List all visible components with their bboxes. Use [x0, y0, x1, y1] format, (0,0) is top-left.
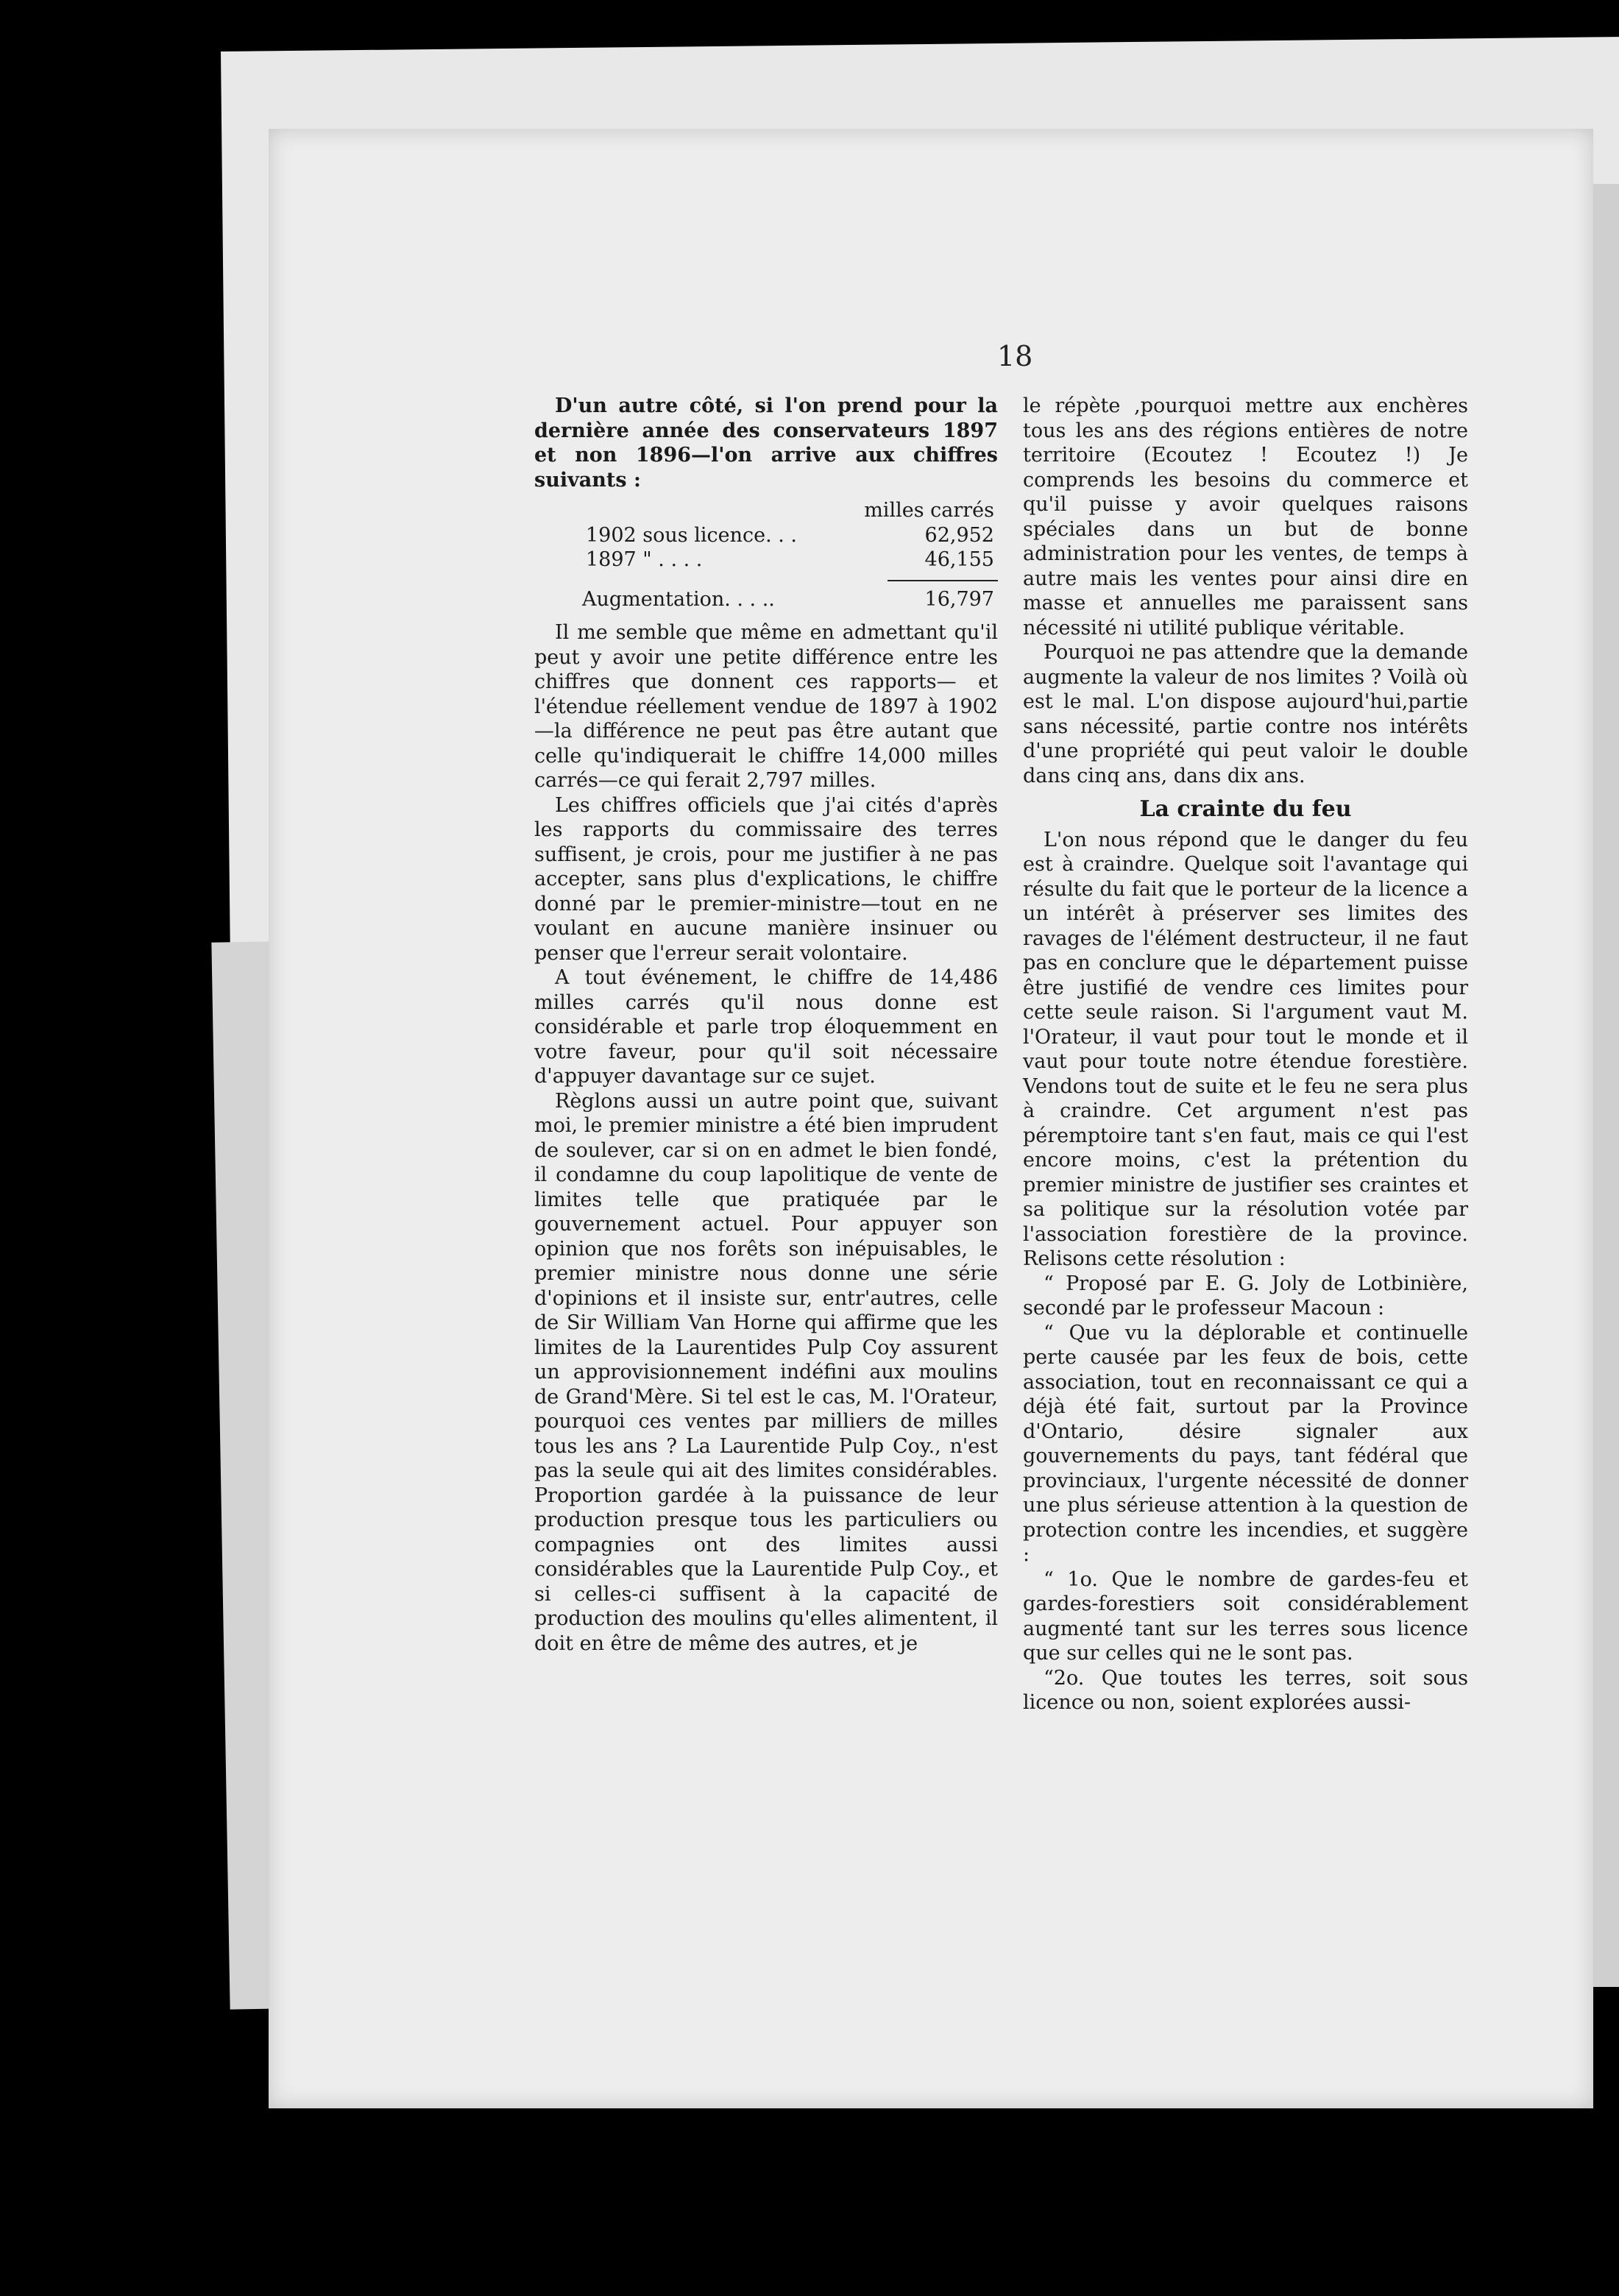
stats-row-value: 46,155 [924, 548, 994, 571]
page-number: 18 [997, 340, 1033, 372]
section-heading: La crainte du feu [1139, 796, 1352, 822]
body-paragraph: A tout événement, le chiffre de 14,486 milles carrés qu'il nous donne est considérable et parle trop éloquemment en votre faveur, pour qu'il soit nécessaire d'appuyer davantage sur ce sujet. [534, 966, 998, 1088]
quote-paragraph: “ Que vu la déplorable et continuelle perte causée par les feux de bois, cette association, tout en reconnaissant ce qui a déjà été fait, surtout par la Province d'Ontario, désire signaler aux gouvernements du pays, tant fédéral que provinciaux, l'urgente nécessité de donner une plus sérieuse attention à la question de protection contre les incendies, et suggère : [1023, 1321, 1468, 1566]
stats-divider [888, 580, 998, 581]
right-column [1023, 394, 1468, 1715]
stats-row [534, 548, 998, 573]
stats-total-value: 16,797 [924, 587, 994, 611]
adjacent-page-edge [1590, 184, 1619, 1987]
stats-row [534, 523, 998, 548]
stats-row-label: 1897 " . . . . [586, 548, 703, 571]
stats-row-label: 1902 sous licence. . . [586, 523, 798, 547]
stats-total-label: Augmentation. . . .. [582, 587, 775, 611]
quote-paragraph: “ 1o. Que le nombre de gardes-feu et gardes-forestiers soit considérablement augmenté tant sur les terres sous licence que sur celles qui ne le sont pas. [1023, 1567, 1468, 1665]
body-paragraph: Il me semble que même en admettant qu'il peut y avoir une petite différence entre les chiffres que donnent ces rapports— et l'étendue réellement vendue de 1897 à 1902—la différence ne peut pas être autant que celle qu'indiquerait le chiffre 14,000 milles carrés—ce qui ferait 2,797 milles. [534, 621, 998, 792]
quote-paragraph: “ Proposé par E. G. Joly de Lotbinière, secondé par le professeur Macoun : [1023, 1272, 1468, 1319]
body-paragraph: Les chiffres officiels que j'ai cités d'après les rapports du commissaire des terres suffisent, je crois, pour me justifier à ne pas accepter, sans plus d'explications, le chiffre donné par le premier-ministre—tout en ne voulant en aucune manière insinuer ou penser que l'erreur serait volontaire. [534, 793, 998, 965]
body-paragraph: le répète ,pourquoi mettre aux enchères tous les ans des régions entières de notre territoire (Ecoutez ! Ecoutez !) Je comprends les besoins du commerce et qu'il puisse y avoir quelques raisons spéciales dans un but de bonne administration pour les ventes, de temps à autre mais les ventes pour ainsi dire en masse et annuelles me paraissent sans nécessité ni utilité publique véritable. [1023, 394, 1468, 639]
body-paragraph: Règlons aussi un autre point que, suivant moi, le premier ministre a été bien imprudent de soulever, car si on en admet le bien fondé, il condamne du coup lapolitique de vente de limites telle que pratiquée par le gouvernement actuel. Pour appuyer son opinion que nos forêts son inépuisables, le premier ministre nous donne une série d'opinions et il insiste sur, entr'autres, celle de Sir William Van Horne qui affirme que les limites de la Laurentides Pulp Coy assurent un approvisionnement indéfini aux moulins de Grand'Mère. Si tel est le cas, M. l'Orateur, pourquoi ces ventes par milliers de milles tous les ans ? La Laurentide Pulp Coy., n'est pas la seule qui ait des limites considérables. Proportion gardée à la puissance de leur production presque tous les particuliers ou compagnies ont des limites aussi considérables que la Laurentide Pulp Coy., et si celles-ci suffisent à la capacité de production des moulins qu'elles alimentent, il doit en être de même des autres, et je [534, 1089, 998, 1655]
body-paragraph: L'on nous répond que le danger du feu est à craindre. Quelque soit l'avantage qui résulte du fait que le porteur de la licence a un intérêt à préserver ses limites des ravages de l'élément destructeur, il ne faut pas en conclure que le département puisse être justifié de vendre ces limites pour cette seule raison. Si l'argument vaut M. l'Orateur, il vaut pour tout le monde et il vaut pour toute notre étendue forestière. Vendons tout de suite et le feu ne sera plus à craindre. Cet argument n'est pas péremptoire tant s'en faut, mais ce qui l'est encore moins, c'est la prétention du premier ministre de justifier ses craintes et sa politique sur la résolution votée par l'association forestière de la province. Relisons cette résolution : [1023, 828, 1468, 1270]
stats-unit-header: milles carrés [864, 499, 994, 522]
left-column [534, 394, 998, 1656]
stats-table [534, 498, 998, 612]
intro-paragraph: D'un autre côté, si l'on prend pour la dernière année des conservateurs 1897 et non 1896—l'on arrive aux chiffres suivants : [534, 394, 998, 492]
quote-paragraph: “2o. Que toutes les terres, soit sous licence ou non, soient explorées aussi- [1023, 1666, 1468, 1714]
body-paragraph: Pourquoi ne pas attendre que la demande augmente la valeur de nos limites ? Voilà où est le mal. L'on dispose aujourd'hui,partie sans nécessité, partie contre nos intérêts d'une propriété qui peut valoir le double dans cinq ans, dans dix ans. [1023, 641, 1468, 787]
stats-row-value: 62,952 [924, 523, 994, 547]
stats-total-row [534, 587, 998, 612]
